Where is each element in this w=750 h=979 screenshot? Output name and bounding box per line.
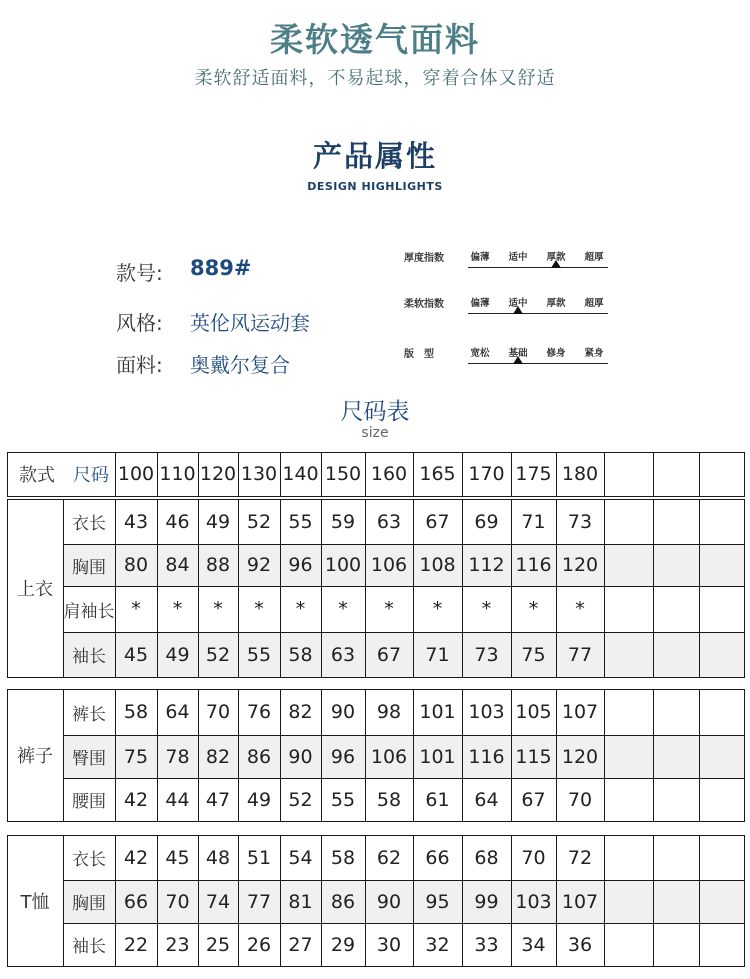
measure-value-cell: 78 <box>165 745 190 768</box>
style-value: 英伦风运动套 <box>190 311 310 335</box>
measure-value-cell: 36 <box>567 933 593 956</box>
measure-value-cell: 72 <box>567 846 593 869</box>
measure-value-cell: 70 <box>205 701 231 723</box>
measure-value-cell: 34 <box>521 933 546 956</box>
measure-value-cell: 77 <box>567 643 593 666</box>
scale-option: 适中 <box>508 252 528 263</box>
measure-value-cell: 45 <box>165 846 190 869</box>
group-name-cell: T恤 <box>20 891 50 913</box>
grid-line <box>604 835 605 966</box>
measure-value-cell: 105 <box>515 701 552 723</box>
header-style-cell: 款式 <box>19 465 55 486</box>
measure-value-cell: 112 <box>468 554 505 576</box>
measure-value-cell: 84 <box>165 554 190 576</box>
grid-line <box>604 499 605 677</box>
measure-value-cell: 96 <box>288 554 313 576</box>
scale-option: 基础 <box>508 348 528 359</box>
measure-value-cell: 64 <box>165 701 190 723</box>
size-header-cell: 160 <box>370 463 408 485</box>
measure-value-cell: 25 <box>205 933 231 956</box>
measure-value-cell: * <box>213 598 223 620</box>
measure-value-cell: 100 <box>324 554 362 576</box>
style-label: 风格: <box>116 311 163 335</box>
grid-line <box>604 452 605 496</box>
measure-value-cell: 106 <box>370 745 408 768</box>
measure-value-cell: 120 <box>561 554 599 576</box>
measure-label-cell: 衣长 <box>72 514 106 534</box>
measure-value-cell: 120 <box>561 745 599 768</box>
measure-value-cell: 63 <box>330 643 356 666</box>
measure-value-cell: 42 <box>123 788 149 811</box>
measure-label-cell: 肩袖长 <box>63 601 115 622</box>
measure-value-cell: 58 <box>330 846 356 869</box>
measure-value-cell: 108 <box>419 554 456 576</box>
grid-line <box>604 689 605 821</box>
measure-value-cell: 96 <box>330 745 356 768</box>
measure-value-cell: * <box>338 598 348 620</box>
measure-value-cell: 90 <box>376 890 402 913</box>
measure-value-cell: 73 <box>567 510 593 533</box>
measure-value-cell: 29 <box>330 933 356 956</box>
measure-label-cell: 衣长 <box>72 850 106 870</box>
scale-option: 宽松 <box>470 348 490 359</box>
header-size-cell: 尺码 <box>73 465 109 486</box>
measure-value-cell: 58 <box>376 788 402 811</box>
measure-value-cell: * <box>384 598 394 620</box>
measure-value-cell: 107 <box>561 701 599 723</box>
measure-value-cell: 71 <box>425 643 450 666</box>
measure-value-cell: 32 <box>425 933 450 956</box>
scale-option: 紧身 <box>584 348 604 359</box>
group-name-cell: 裤子 <box>17 746 53 767</box>
measure-value-cell: 30 <box>376 933 402 956</box>
measure-value-cell: 66 <box>123 890 149 913</box>
measure-value-cell: 103 <box>468 701 505 723</box>
measure-value-cell: 52 <box>246 510 272 533</box>
measure-value-cell: 103 <box>515 890 552 913</box>
measure-value-cell: 42 <box>123 846 149 869</box>
measure-value-cell: 51 <box>246 846 272 869</box>
size-header-cell: 165 <box>419 463 456 485</box>
measure-value-cell: 116 <box>515 554 552 576</box>
measure-value-cell: 70 <box>165 890 190 913</box>
measure-value-cell: 61 <box>425 788 450 811</box>
measure-value-cell: 44 <box>165 788 190 811</box>
measure-value-cell: 48 <box>205 846 231 869</box>
measure-value-cell: 49 <box>205 510 231 533</box>
measure-value-cell: 70 <box>567 788 593 811</box>
scale-name: 版 型 <box>404 349 434 360</box>
measure-value-cell: 82 <box>205 745 231 768</box>
measure-value-cell: * <box>528 598 539 620</box>
measure-value-cell: 59 <box>330 510 356 533</box>
style-number-value: 889# <box>190 256 252 280</box>
measure-value-cell: 99 <box>474 890 499 913</box>
scale-name: 厚度指数 <box>404 253 444 264</box>
scale-option: 修身 <box>546 348 566 359</box>
measure-value-cell: 95 <box>425 890 450 913</box>
measure-value-cell: * <box>295 598 306 620</box>
measure-value-cell: 69 <box>474 510 499 533</box>
size-header-cell: 130 <box>240 463 278 485</box>
attributes-title: 产品属性 <box>312 139 437 173</box>
measure-value-cell: 70 <box>521 846 546 869</box>
measure-value-cell: 55 <box>246 643 272 666</box>
size-header-cell: 170 <box>468 463 505 485</box>
measure-value-cell: 46 <box>165 510 190 533</box>
style-number-label: 款号: <box>116 261 163 285</box>
grid-line <box>699 835 700 966</box>
scale-option: 厚款 <box>546 298 566 309</box>
main-subtitle: 柔软舒适面料，不易起球，穿着合体又舒适 <box>194 68 556 89</box>
measure-value-cell: 67 <box>521 788 546 811</box>
size-header-cell: 120 <box>199 463 237 485</box>
size-chart-title: 尺码表 <box>340 399 410 425</box>
measure-value-cell: 52 <box>205 643 231 666</box>
measure-value-cell: 47 <box>205 788 231 811</box>
measure-value-cell: 73 <box>474 643 499 666</box>
measure-label-cell: 裤长 <box>72 704 106 725</box>
measure-value-cell: 71 <box>521 510 546 533</box>
measure-value-cell: 68 <box>474 846 499 869</box>
measure-value-cell: 22 <box>123 933 149 956</box>
measure-value-cell: 62 <box>376 846 402 869</box>
measure-label-cell: 袖长 <box>72 937 106 957</box>
measure-value-cell: 88 <box>205 554 231 576</box>
measure-value-cell: * <box>575 598 585 620</box>
measure-value-cell: * <box>481 598 492 620</box>
fabric-value: 奥戴尔复合 <box>190 353 290 377</box>
main-title: 柔软透气面料 <box>270 20 480 59</box>
measure-value-cell: 49 <box>165 643 190 666</box>
grid-line <box>653 452 654 496</box>
size-header-cell: 150 <box>324 463 362 485</box>
scale-option: 偏薄 <box>470 298 490 309</box>
scale-option: 超厚 <box>584 252 604 263</box>
measure-value-cell: 55 <box>288 510 313 533</box>
measure-value-cell: 58 <box>123 701 149 723</box>
size-header-cell: 110 <box>159 463 196 485</box>
measure-value-cell: 23 <box>165 933 190 956</box>
measure-value-cell: 101 <box>419 745 456 768</box>
size-header-cell: 140 <box>282 463 319 485</box>
measure-value-cell: 115 <box>515 745 552 768</box>
scale-option: 厚款 <box>546 252 566 263</box>
measure-value-cell: 92 <box>246 554 272 576</box>
measure-value-cell: 90 <box>330 701 356 723</box>
scale-option: 偏薄 <box>470 252 490 263</box>
measure-value-cell: 77 <box>246 890 272 913</box>
measure-value-cell: 101 <box>419 701 456 723</box>
measure-value-cell: 27 <box>288 933 313 956</box>
measure-value-cell: 86 <box>246 745 272 768</box>
measure-value-cell: 52 <box>288 788 313 811</box>
grid-line <box>699 499 700 677</box>
grid-line <box>699 452 700 496</box>
measure-label-cell: 胸围 <box>72 894 106 914</box>
measure-value-cell: 55 <box>330 788 356 811</box>
measure-value-cell: * <box>172 598 183 620</box>
scale-option: 适中 <box>508 298 528 309</box>
measure-value-cell: * <box>432 598 443 620</box>
grid-line <box>653 835 654 966</box>
measure-value-cell: 63 <box>376 510 402 533</box>
measure-value-cell: 76 <box>246 701 272 723</box>
scale-name: 柔软指数 <box>404 299 444 310</box>
measure-value-cell: 66 <box>425 846 450 869</box>
attributes-subtitle: DESIGN HIGHLIGHTS <box>307 180 443 193</box>
measure-value-cell: 86 <box>330 890 356 913</box>
measure-value-cell: 80 <box>123 554 149 576</box>
measure-value-cell: 26 <box>246 933 272 956</box>
size-header-cell: 100 <box>117 463 155 485</box>
measure-value-cell: 107 <box>561 890 599 913</box>
size-header-cell: 180 <box>561 463 599 485</box>
scale-option: 超厚 <box>584 298 604 309</box>
measure-label-cell: 胸围 <box>72 557 106 578</box>
measure-value-cell: 90 <box>288 745 313 768</box>
measure-value-cell: 75 <box>521 643 546 666</box>
measure-value-cell: 49 <box>246 788 272 811</box>
measure-value-cell: 54 <box>288 846 313 869</box>
measure-value-cell: 116 <box>468 745 505 768</box>
measure-value-cell: 67 <box>425 510 450 533</box>
measure-value-cell: 74 <box>205 890 231 913</box>
measure-value-cell: * <box>254 598 264 620</box>
grid-line <box>699 689 700 821</box>
measure-value-cell: 67 <box>376 643 402 666</box>
measure-value-cell: 98 <box>376 701 402 723</box>
measure-value-cell: 82 <box>288 701 313 723</box>
measure-value-cell: 81 <box>288 890 313 913</box>
measure-label-cell: 袖长 <box>72 647 106 667</box>
size-header-cell: 175 <box>515 463 552 485</box>
size-chart-subtitle: size <box>361 425 389 441</box>
measure-label-cell: 臀围 <box>72 749 106 769</box>
measure-label-cell: 腰围 <box>72 792 106 812</box>
group-name-cell: 上衣 <box>17 579 53 600</box>
measure-value-cell: 43 <box>123 510 149 533</box>
measure-value-cell: 58 <box>288 643 313 666</box>
measure-value-cell: 75 <box>123 745 149 768</box>
measure-value-cell: 106 <box>370 554 408 576</box>
measure-value-cell: 33 <box>474 933 499 956</box>
measure-value-cell: 45 <box>123 643 149 666</box>
measure-value-cell: 64 <box>474 788 499 811</box>
measure-value-cell: * <box>131 598 141 620</box>
fabric-label: 面料: <box>116 353 163 377</box>
grid-line <box>653 689 654 821</box>
grid-line <box>653 499 654 677</box>
